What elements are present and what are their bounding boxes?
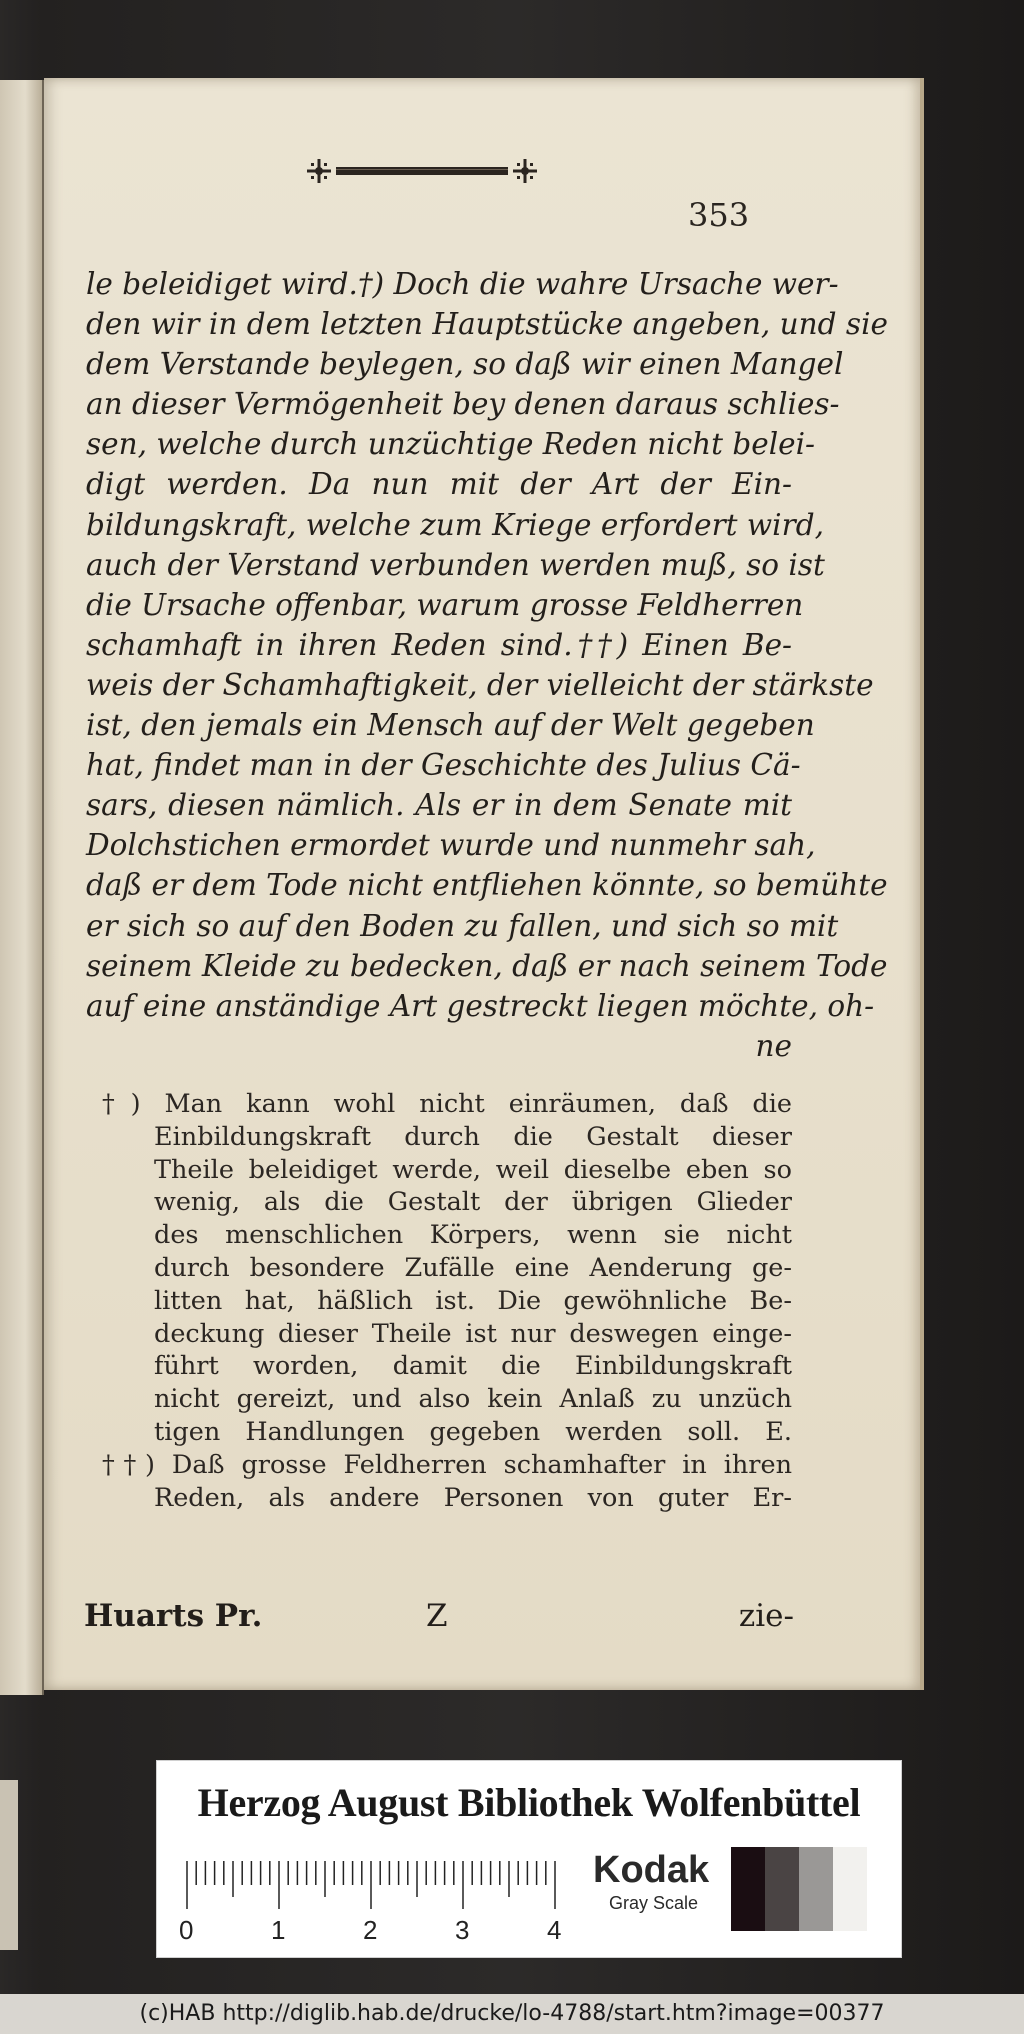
catchword: zie- — [738, 1598, 794, 1634]
footnote-line: Einbildungskraft durch die Gestalt dieser — [154, 1121, 792, 1152]
swatch-dark — [731, 1847, 765, 1931]
body-line: den wir in dem letzten Hauptstücke angeben, und sie — [86, 307, 888, 342]
library-name: Herzog August Bibliothek Wolfenbüttel — [197, 1780, 861, 1825]
footnote-line: litten hat, häßlich ist. Die gewöhnliche Be- — [154, 1285, 792, 1316]
left-page-edge-lower — [0, 1780, 18, 1950]
body-line: Dolchstichen ermordet wurde und nunmehr sah, — [86, 828, 816, 863]
ruler-numbers — [179, 1915, 561, 1945]
body-line: weis der Schamhaftigkeit, der vielleicht der stärkste — [86, 667, 874, 702]
body-line: er sich so auf den Boden zu fallen, und sich so mit — [86, 908, 839, 943]
swatch-mid-light — [799, 1847, 833, 1931]
body-line: hat, findet man in der Geschichte des Julius Cä- — [86, 748, 801, 783]
signature-mark: Huarts Pr. — [84, 1598, 263, 1634]
ruler-number: 3 — [455, 1915, 470, 1945]
ruler-ticks — [187, 1861, 555, 1909]
body-line: ist, den jemals ein Mensch auf der Welt gegeben — [86, 708, 815, 743]
gray-scale-label: Gray Scale — [609, 1893, 699, 1913]
ruler-number: 0 — [179, 1915, 194, 1945]
footnote-line: nicht gereizt, und also kein Anlaß zu unzüch — [154, 1384, 792, 1415]
body-text — [86, 264, 888, 1066]
body-line: auf eine anständige Art gestreckt liegen möchte, oh- — [86, 988, 875, 1023]
swatch-mid-dark — [765, 1847, 799, 1931]
footnote-line: Reden, als andere Personen von guter Er- — [154, 1482, 792, 1513]
source-url: (c)HAB http://diglib.hab.de/drucke/lo-4788/start.htm?image=00377 — [0, 1994, 1024, 2034]
body-line: bildungskraft, welche zum Kriege erfordert wird, — [86, 507, 824, 542]
left-page-edge — [0, 80, 44, 1695]
footnote-line: ††) Daß grosse Feldherren schamhafter in ihren — [102, 1449, 792, 1480]
ornament-star-left — [307, 159, 331, 183]
footnote-line: wenig, als die Gestalt der übrigen Glieder — [154, 1187, 792, 1218]
header-ornament — [306, 158, 538, 184]
swatch-light — [833, 1847, 867, 1931]
footnote-line: führt worden, damit die Einbildungskraft — [154, 1351, 792, 1382]
body-line: dem Verstande beylegen, so daß wir einen Mangel — [86, 347, 844, 382]
footnote-line: Theile beleidiget werde, weil dieselbe eben so — [154, 1154, 792, 1185]
footnote-line: tigen Handlungen gegeben werden soll. E. — [154, 1416, 792, 1447]
body-line: le beleidiget wird.†) Doch die wahre Ursache wer- — [86, 267, 839, 301]
ornament-star-right — [513, 159, 537, 183]
ruler-number: 4 — [547, 1915, 562, 1945]
footnotes — [102, 1088, 792, 1514]
body-line: seinem Kleide zu bedecken, daß er nach seinem Tode — [86, 948, 888, 983]
body-line: sen, welche durch unzüchtige Reden nicht belei- — [86, 427, 816, 462]
kodak-brand: Kodak — [593, 1849, 710, 1891]
body-line: auch der Verstand verbunden werden muß, so ist — [86, 547, 825, 582]
scale-ruler — [179, 1853, 562, 1945]
book-page — [44, 78, 924, 1690]
body-line: daß er dem Tode nicht entfliehen könnte, so bemühte — [86, 868, 888, 903]
body-line: digt werden. Da nun mit der Art der Ein- — [86, 467, 792, 502]
footnote-line: deckung dieser Theile ist nur deswegen einge- — [154, 1318, 792, 1349]
body-line: sars, diesen nämlich. Als er in dem Senate mit — [86, 788, 792, 823]
ornament-bar — [336, 167, 508, 175]
ruler-number: 2 — [363, 1915, 378, 1945]
page-number: 353 — [688, 196, 750, 234]
signature-line — [84, 1598, 794, 1638]
body-line: schamhaft in ihren Reden sind.††) Einen Be- — [86, 627, 792, 662]
footnote-line: durch besondere Zufälle eine Aenderung ge- — [154, 1252, 792, 1283]
body-line-catchword: ne — [755, 1028, 792, 1063]
body-line: an dieser Vermögenheit bey denen daraus schlies- — [86, 387, 840, 422]
footnote-line: des menschlichen Körpers, wenn sie nicht — [154, 1220, 792, 1251]
gray-swatches — [731, 1847, 867, 1931]
footnote-line: †) Man kann wohl nicht einräumen, daß die — [102, 1089, 792, 1119]
color-target-card — [156, 1760, 902, 1958]
body-line: die Ursache offenbar, warum grosse Feldherren — [86, 587, 804, 622]
signature-letter: Z — [426, 1598, 448, 1634]
ruler-number: 1 — [271, 1915, 286, 1945]
